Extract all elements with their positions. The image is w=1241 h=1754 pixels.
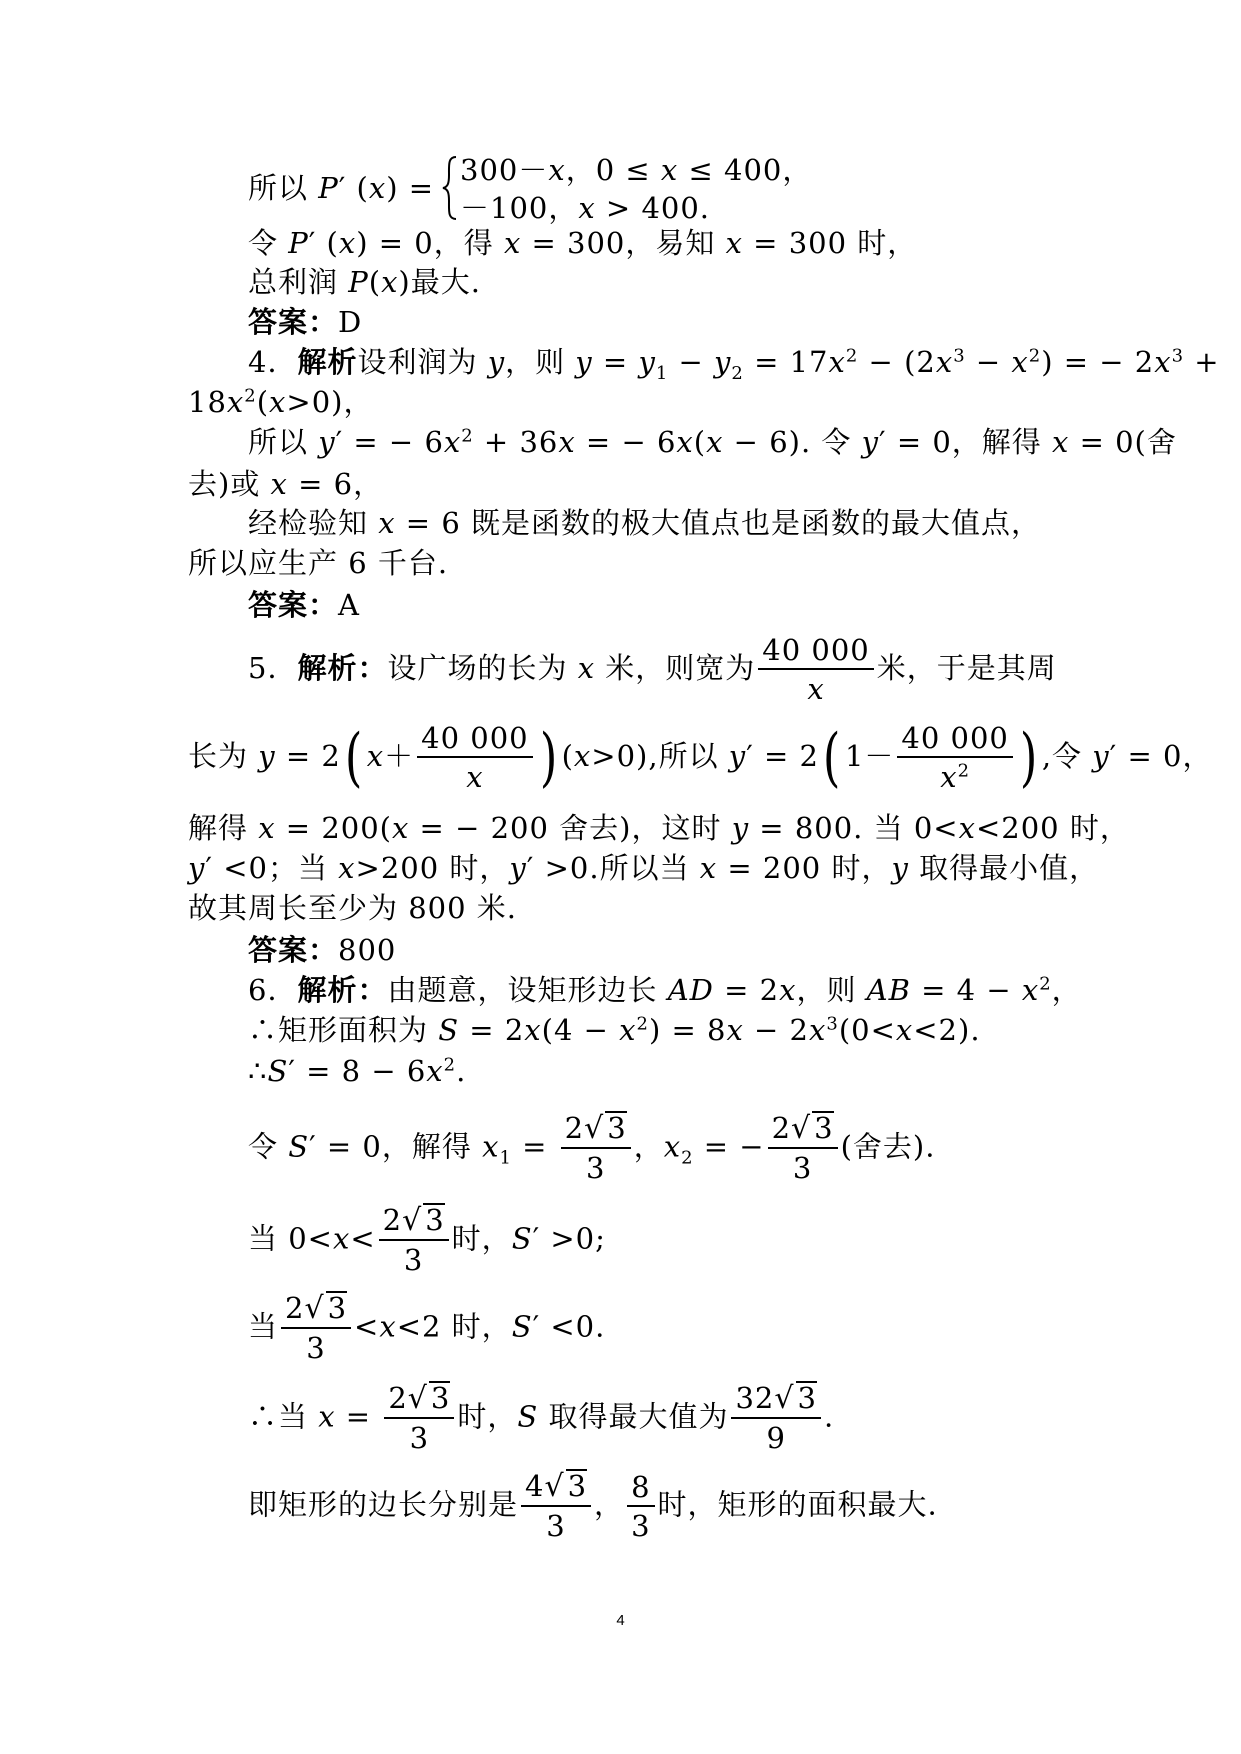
fraction: $\frac{40 000}{x^2}$ [897,720,1012,796]
q5-line-5: 故其周长至少为 800 米. [188,891,518,925]
q5-line-1: 5．解析：设广场的长为 x 米，则宽为 $\frac{40 000}{x}$ 米，于是其周 [248,633,1057,706]
answer-value: A [338,588,360,622]
q3-line-2: 令 P′ (x) = 0，得 x = 300，易知 x = 300 时， [248,226,918,260]
q5-line-2: 长为 y = 2( x＋ $\frac{40 000}{x}$ ) (x>0),所以 y′ = 2( 1－ $\frac{40 000}{x^2}$ ) ,令 y′ = 0， [188,721,1213,795]
q4-line-1: 4．解析设利润为 y，则 $y = y_1 - y_2 = 17x^2 - (2x^3 - x^2)$ = − $2x^3$ + [248,345,1220,384]
q6-line-7: ∴当 x = $\frac{2√ 3}{3}$ 时，S 取得最大值为 $\frac{32√ 3}{9}$ . [248,1381,835,1455]
question-number: 4． [248,345,298,379]
q4-line-5: 经检验知 x = 6 既是函数的极大值点也是函数的最大值点， [248,506,1041,540]
q6-line-1: 6．解析：由题意，设矩形边长 AD = 2x，则 AB = $4 - x^2$， [248,973,1082,1007]
page-number: 4 [616,1612,625,1629]
piecewise-case-1: 300－x，0 ≤ x ≤ 400， [460,153,813,187]
analysis-label: 解析： [297,973,388,1007]
answer-label: 答案： [248,933,339,967]
piecewise-brace [440,155,458,221]
fraction: $\frac{2√ 3}{3}$ [281,1290,351,1367]
q4-line-6: 所以应生产 6 千台. [188,546,449,580]
q6-line-3: ∴S′ = $8 - 6x^2$. [248,1054,467,1088]
fraction: $\frac{4√ 3}{3}$ [521,1468,591,1545]
analysis-label: 解析： [297,651,388,685]
fraction: $\frac{40 000}{x}$ [758,632,873,708]
answer-label: 答案： [248,588,339,622]
fraction: $\frac{8}{3}$ [627,1469,654,1545]
fraction: $\frac{40 000}{x}$ [417,720,532,796]
q6-line-4: 令 S′ = 0，解得 $x_1$ = $\frac{2√ 3}{3}$ ，$x_2$ = − $\frac{2√ 3}{3}$ (舍去). [248,1111,936,1185]
fraction: $\frac{2√ 3}{3}$ [384,1380,454,1457]
analysis-label: 解析 [297,345,358,379]
fraction: $\frac{2√ 3}{3}$ [379,1202,449,1279]
question-number: 5． [248,651,298,685]
answer-label: 答案： [248,305,339,339]
answer-value: 800 [338,933,397,967]
q6-line-8: 即矩形的边长分别是 $\frac{4√ 3}{3}$ ， $\frac{8}{3}$ 时，矩形的面积最大. [248,1469,938,1543]
piecewise-case-2: －100，x > 400. [460,191,711,225]
q6-line-5: 当 0<x< $\frac{2√ 3}{3}$ 时，S′ >0; [248,1203,606,1277]
fraction: $\frac{2√ 3}{3}$ [768,1110,838,1187]
answer-value: D [338,305,363,339]
q5-line-3: 解得 x = 200(x = − 200 舍去)，这时 y = 800. 当 0<x<200 时， [188,811,1130,845]
question-number: 6． [248,973,298,1007]
q4-line-3: 所以 y′ = − $6x^2 + 36x$ = − 6x(x − 6). 令 y′ = 0，解得 x = 0(舍 [248,425,1177,459]
q3-line-3: 总利润 P(x)最大. [248,265,481,299]
q3-answer [248,304,362,340]
q5-answer [248,932,396,968]
q4-line-2: $18x^2(x>0)$， [188,385,374,419]
fraction: $\frac{32√ 3}{9}$ [731,1380,820,1457]
q5-line-4: y′ <0；当 x>200 时，y′ >0.所以当 x = 200 时，y 取得最小值， [188,851,1100,885]
fraction: $\frac{2√ 3}{3}$ [561,1110,631,1187]
q6-line-2: ∴矩形面积为 $S = 2x(4 - x^2) = 8x - 2x^3(0<x<2)$. [248,1013,981,1047]
q6-line-6: 当 $\frac{2√ 3}{3}$ <x<2 时，S′ <0. [248,1291,606,1365]
q4-answer [248,587,360,623]
piecewise-prefix: 所以 P′ (x) = [248,171,435,205]
q4-line-4: 去)或 x = 6， [188,467,384,501]
